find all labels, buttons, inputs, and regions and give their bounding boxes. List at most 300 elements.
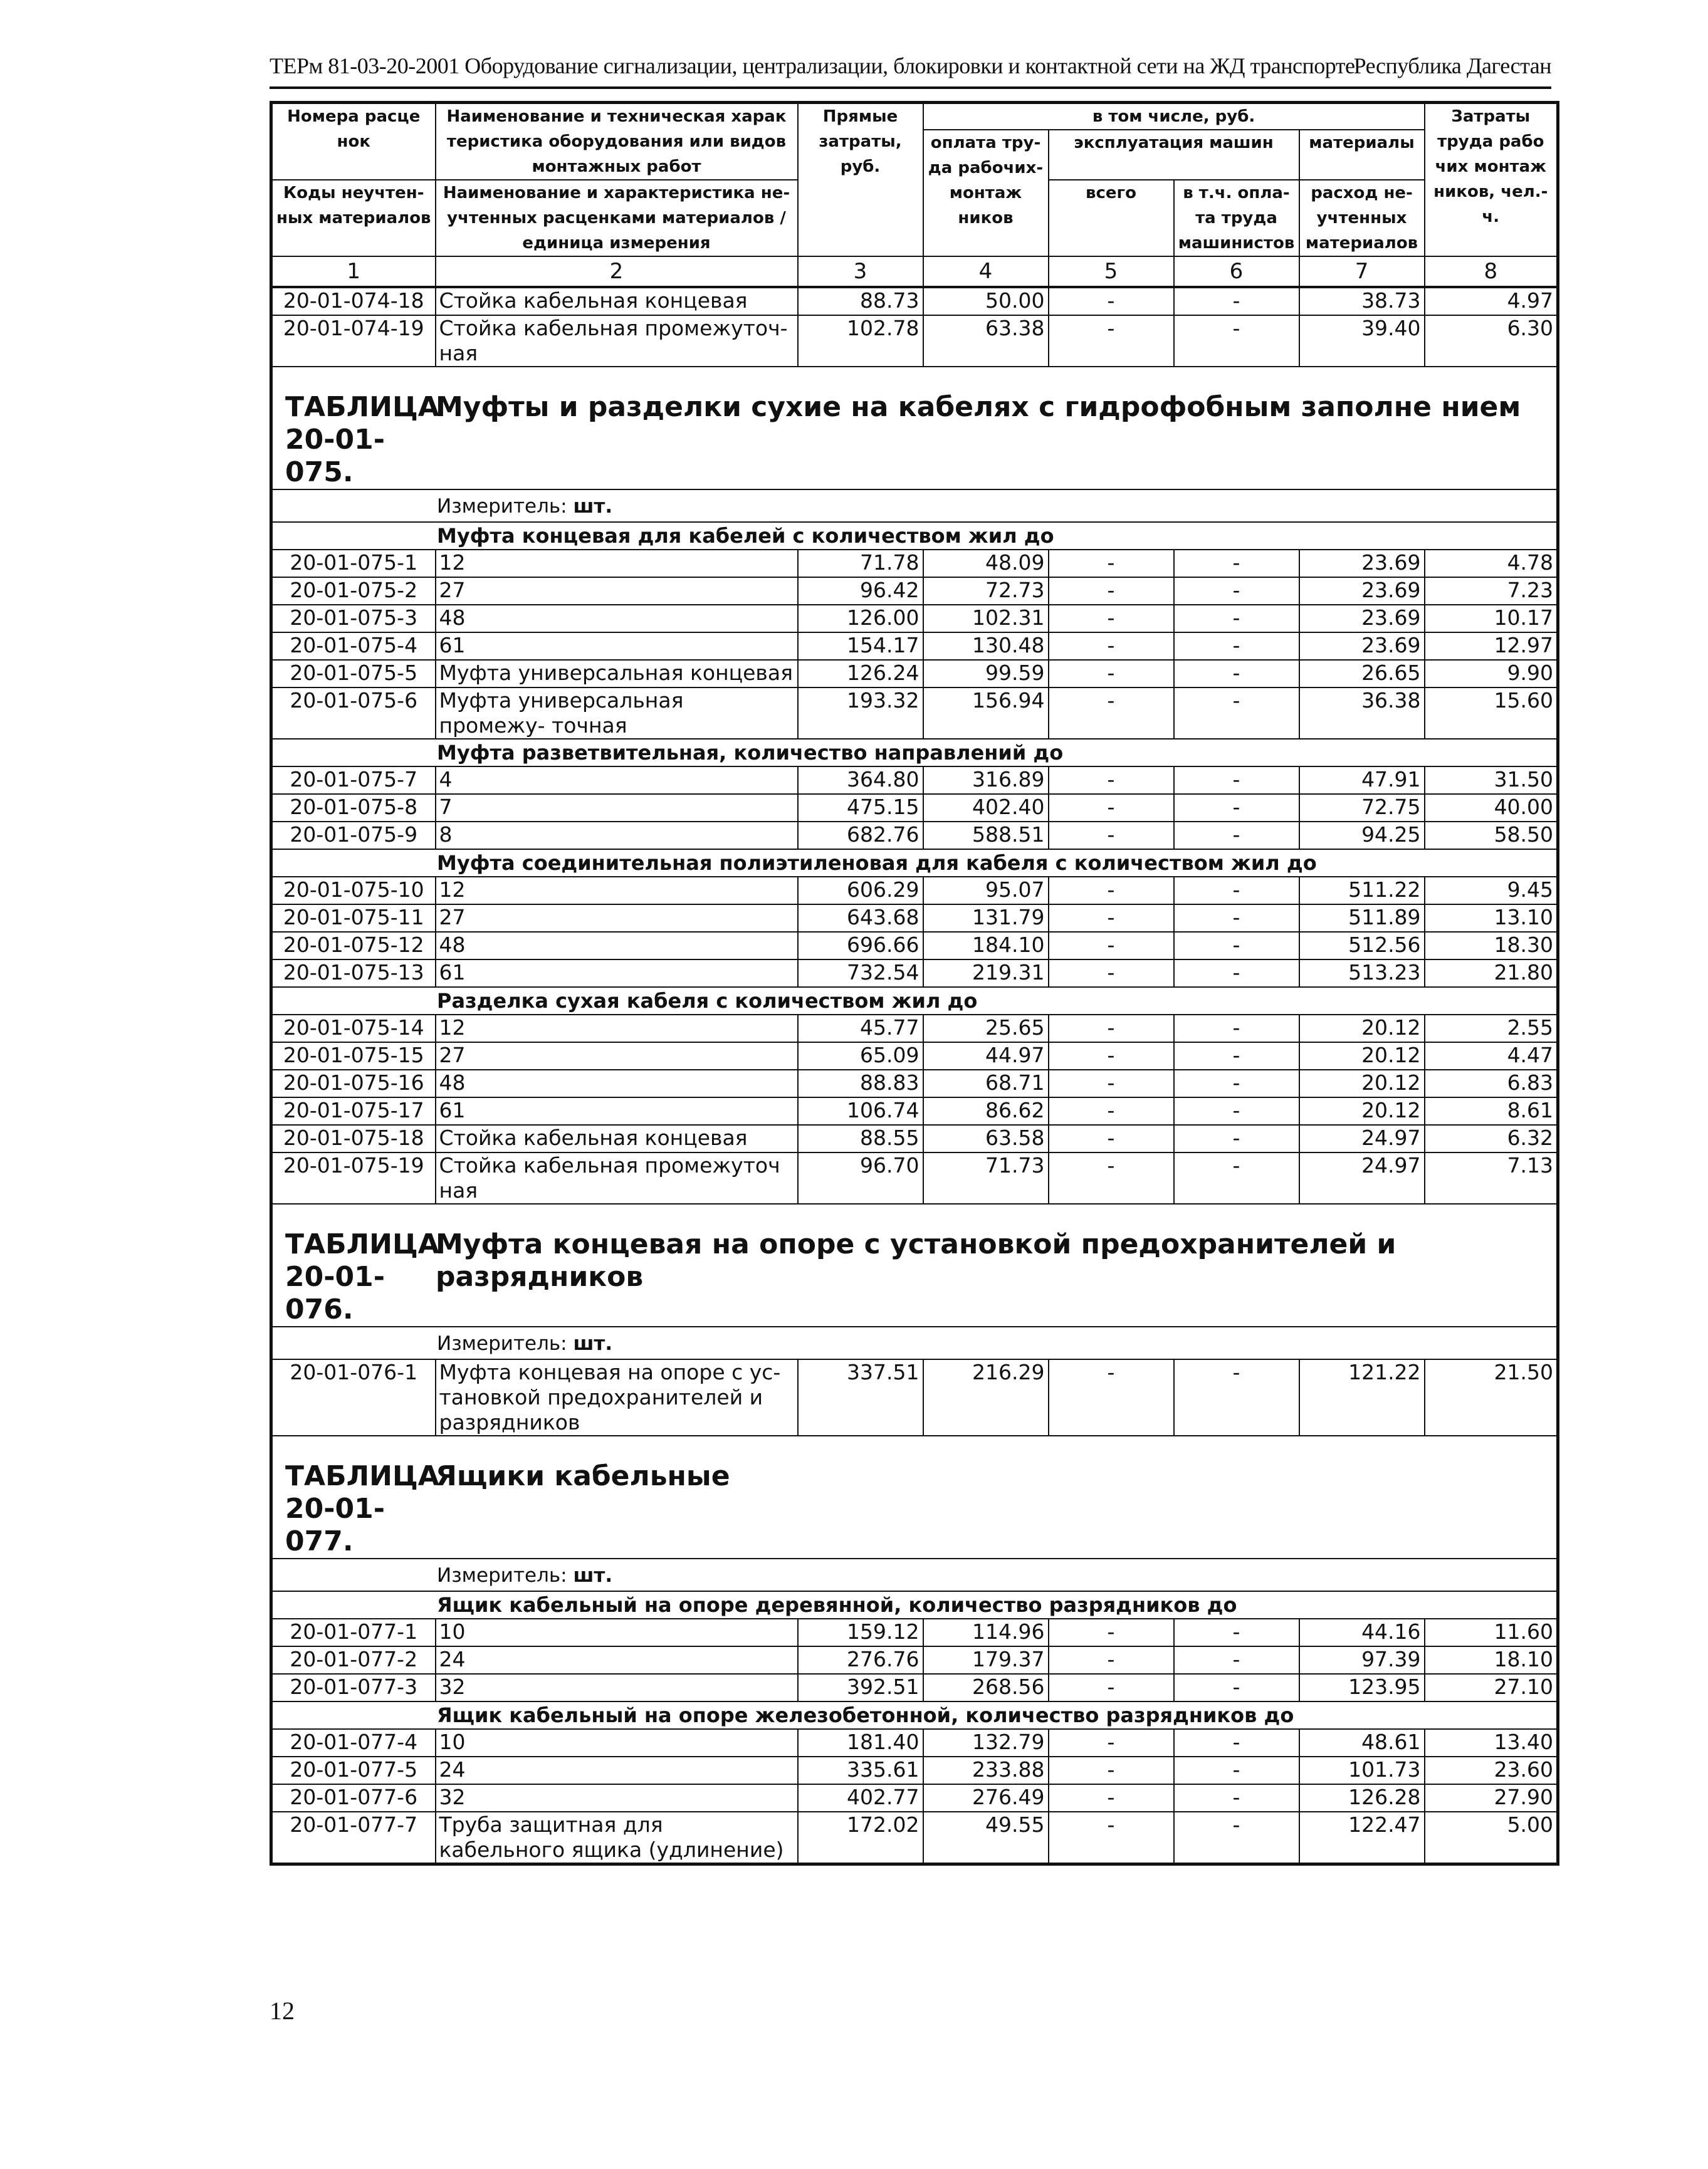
rate-code: 20-01-076-1 — [271, 1359, 436, 1436]
document-title: ТЕРм 81-03-20-2001 Оборудование сигнализации, централизации, блокировки и контактной сети на ЖД транспорте — [270, 53, 1355, 78]
col-number: 2 — [436, 256, 798, 287]
direct-costs: 181.40 — [798, 1729, 923, 1757]
measure-unit: шт. — [573, 1564, 613, 1587]
rate-code: 20-01-075-9 — [271, 822, 436, 849]
machines-total: - — [1049, 766, 1174, 794]
subsection-title: Разделка сухая кабеля с количеством жил до — [271, 987, 1558, 1015]
machines-total: - — [1049, 550, 1174, 577]
machines-total: - — [1049, 1152, 1174, 1204]
materials-cost: 39.40 — [1299, 315, 1425, 367]
labor-hours: 4.78 — [1425, 550, 1558, 577]
direct-costs: 696.66 — [798, 932, 923, 959]
materials-cost: 511.89 — [1299, 904, 1425, 932]
operators-wages: - — [1174, 766, 1299, 794]
rate-code: 20-01-075-17 — [271, 1097, 436, 1125]
rate-name: 61 — [436, 1097, 798, 1125]
measure-unit: шт. — [573, 495, 613, 518]
wages: 72.73 — [923, 577, 1049, 605]
rate-name: 27 — [436, 577, 798, 605]
wages: 114.96 — [923, 1619, 1049, 1646]
rate-code: 20-01-075-11 — [271, 904, 436, 932]
col-number: 3 — [798, 256, 923, 287]
table-row — [271, 1070, 1558, 1097]
rate-name: 24 — [436, 1757, 798, 1784]
labor-hours: 9.90 — [1425, 660, 1558, 687]
labor-hours: 15.60 — [1425, 687, 1558, 739]
operators-wages: - — [1174, 1015, 1299, 1042]
col-materials-consumption-header: расход не- учтенных материалов — [1299, 180, 1425, 256]
rate-name: 61 — [436, 632, 798, 660]
materials-cost: 121.22 — [1299, 1359, 1425, 1436]
wages: 102.31 — [923, 605, 1049, 632]
section-title: Ящики кабельные — [436, 1460, 730, 1492]
table-row — [271, 1015, 1558, 1042]
materials-cost: 23.69 — [1299, 550, 1425, 577]
direct-costs: 71.78 — [798, 550, 923, 577]
operators-wages: - — [1174, 1619, 1299, 1646]
table-row — [271, 932, 1558, 959]
column-numbers-row — [271, 256, 1558, 287]
table-row — [271, 287, 1558, 315]
table-header — [271, 103, 1558, 288]
col-wages-header: оплата тру- да рабочих- монтаж ников — [923, 130, 1049, 256]
operators-wages: - — [1174, 632, 1299, 660]
table-row — [271, 822, 1558, 849]
direct-costs: 402.77 — [798, 1784, 923, 1812]
direct-costs: 335.61 — [798, 1757, 923, 1784]
col-number: 1 — [271, 256, 436, 287]
materials-cost: 48.61 — [1299, 1729, 1425, 1757]
rate-name: 4 — [436, 766, 798, 794]
measure-cell — [271, 1559, 1558, 1591]
rate-code: 20-01-075-16 — [271, 1070, 436, 1097]
labor-hours: 18.10 — [1425, 1646, 1558, 1674]
labor-hours: 4.97 — [1425, 287, 1558, 315]
subsection-title: Ящик кабельный на опоре железобетонной, количество разрядников до — [271, 1701, 1558, 1729]
rate-name: 7 — [436, 794, 798, 822]
rate-code: 20-01-075-10 — [271, 877, 436, 904]
table-row — [271, 1097, 1558, 1125]
labor-hours: 27.90 — [1425, 1784, 1558, 1812]
materials-cost: 26.65 — [1299, 660, 1425, 687]
wages: 184.10 — [923, 932, 1049, 959]
operators-wages: - — [1174, 1152, 1299, 1204]
table-row — [271, 766, 1558, 794]
labor-hours: 6.30 — [1425, 315, 1558, 367]
rate-code: 20-01-075-2 — [271, 577, 436, 605]
machines-total: - — [1049, 1125, 1174, 1152]
materials-cost: 101.73 — [1299, 1757, 1425, 1784]
direct-costs: 96.70 — [798, 1152, 923, 1204]
materials-cost: 126.28 — [1299, 1784, 1425, 1812]
rate-name: 10 — [436, 1729, 798, 1757]
wages: 63.38 — [923, 315, 1049, 367]
rate-code: 20-01-077-3 — [271, 1674, 436, 1701]
subsection-row — [271, 849, 1558, 877]
rate-code: 20-01-075-6 — [271, 687, 436, 739]
section-label: ТАБЛИЦА 20-01-077. — [285, 1460, 439, 1557]
materials-cost: 23.69 — [1299, 605, 1425, 632]
rate-name: 32 — [436, 1784, 798, 1812]
machines-total: - — [1049, 1097, 1174, 1125]
measure-row — [271, 1327, 1558, 1359]
col-number: 7 — [1299, 256, 1425, 287]
rate-name: 12 — [436, 1015, 798, 1042]
table-row — [271, 1042, 1558, 1070]
rate-code: 20-01-075-3 — [271, 605, 436, 632]
operators-wages: - — [1174, 1125, 1299, 1152]
table-row — [271, 1152, 1558, 1204]
direct-costs: 606.29 — [798, 877, 923, 904]
wages: 233.88 — [923, 1757, 1049, 1784]
section-title-cell — [271, 1436, 1558, 1559]
rate-name: Стойка кабельная промежуточ ная — [436, 1152, 798, 1204]
labor-hours: 21.50 — [1425, 1359, 1558, 1436]
labor-hours: 7.13 — [1425, 1152, 1558, 1204]
wages: 48.09 — [923, 550, 1049, 577]
rate-code: 20-01-077-6 — [271, 1784, 436, 1812]
wages: 130.48 — [923, 632, 1049, 660]
direct-costs: 172.02 — [798, 1812, 923, 1864]
rate-code: 20-01-077-2 — [271, 1646, 436, 1674]
direct-costs: 732.54 — [798, 959, 923, 987]
operators-wages: - — [1174, 1757, 1299, 1784]
wages: 316.89 — [923, 766, 1049, 794]
materials-cost: 23.69 — [1299, 632, 1425, 660]
section-title: Муфта концевая на опоре с установкой предохранителей и разрядников — [436, 1228, 1396, 1293]
rate-name: Муфта концевая на опоре с ус- тановкой предохранителей и разрядников — [436, 1359, 798, 1436]
direct-costs: 475.15 — [798, 794, 923, 822]
direct-costs: 88.55 — [798, 1125, 923, 1152]
direct-costs: 45.77 — [798, 1015, 923, 1042]
col-direct-costs-header: Прямые затраты, руб. — [798, 103, 923, 257]
wages: 156.94 — [923, 687, 1049, 739]
rate-name: 48 — [436, 605, 798, 632]
table-row — [271, 660, 1558, 687]
col-rate-number-header: Номера расце нок — [271, 103, 436, 180]
rate-code: 20-01-075-12 — [271, 932, 436, 959]
materials-cost: 511.22 — [1299, 877, 1425, 904]
direct-costs: 126.24 — [798, 660, 923, 687]
operators-wages: - — [1174, 687, 1299, 739]
wages: 216.29 — [923, 1359, 1049, 1436]
labor-hours: 8.61 — [1425, 1097, 1558, 1125]
measure-label: Измеритель: — [437, 1564, 567, 1587]
materials-cost: 36.38 — [1299, 687, 1425, 739]
machines-total: - — [1049, 932, 1174, 959]
wages: 71.73 — [923, 1152, 1049, 1204]
rate-code: 20-01-077-1 — [271, 1619, 436, 1646]
table-row — [271, 959, 1558, 987]
col-number: 4 — [923, 256, 1049, 287]
operators-wages: - — [1174, 822, 1299, 849]
wages: 50.00 — [923, 287, 1049, 315]
direct-costs: 392.51 — [798, 1674, 923, 1701]
measure-unit: шт. — [573, 1332, 613, 1355]
operators-wages: - — [1174, 932, 1299, 959]
rate-name: 24 — [436, 1646, 798, 1674]
machines-total: - — [1049, 1757, 1174, 1784]
subsection-row — [271, 1701, 1558, 1729]
machines-total: - — [1049, 959, 1174, 987]
wages: 49.55 — [923, 1812, 1049, 1864]
rate-code: 20-01-074-19 — [271, 315, 436, 367]
rate-name: Муфта универсальная концевая — [436, 660, 798, 687]
measure-label: Измеритель: — [437, 495, 567, 518]
wages: 25.65 — [923, 1015, 1049, 1042]
subsection-title: Муфта разветвительная, количество направлений до — [271, 739, 1558, 766]
rate-name: 8 — [436, 822, 798, 849]
rates-table — [270, 101, 1559, 1866]
operators-wages: - — [1174, 1729, 1299, 1757]
direct-costs: 88.73 — [798, 287, 923, 315]
rate-code: 20-01-075-15 — [271, 1042, 436, 1070]
materials-cost: 122.47 — [1299, 1812, 1425, 1864]
rate-code: 20-01-077-7 — [271, 1812, 436, 1864]
subsection-row — [271, 739, 1558, 766]
running-header — [270, 50, 1551, 89]
labor-hours: 9.45 — [1425, 877, 1558, 904]
rate-code: 20-01-075-18 — [271, 1125, 436, 1152]
table-row — [271, 1646, 1558, 1674]
machines-total: - — [1049, 822, 1174, 849]
direct-costs: 88.83 — [798, 1070, 923, 1097]
labor-hours: 18.30 — [1425, 932, 1558, 959]
region-name: Республика Дагестан — [1353, 53, 1551, 78]
rate-name: 27 — [436, 1042, 798, 1070]
wages: 268.56 — [923, 1674, 1049, 1701]
rate-name: 48 — [436, 1070, 798, 1097]
machines-total: - — [1049, 1042, 1174, 1070]
col-machines-total-header: всего — [1049, 180, 1174, 256]
col-machines-header: эксплуатация машин — [1049, 130, 1299, 180]
rate-code: 20-01-077-5 — [271, 1757, 436, 1784]
rate-code: 20-01-074-18 — [271, 287, 436, 315]
rate-name: 61 — [436, 959, 798, 987]
machines-total: - — [1049, 794, 1174, 822]
materials-cost: 20.12 — [1299, 1070, 1425, 1097]
subsection-row — [271, 522, 1558, 550]
measure-cell — [271, 1327, 1558, 1359]
operators-wages: - — [1174, 315, 1299, 367]
section-title-cell — [271, 1204, 1558, 1327]
labor-hours: 12.97 — [1425, 632, 1558, 660]
wages: 132.79 — [923, 1729, 1049, 1757]
direct-costs: 337.51 — [798, 1359, 923, 1436]
rate-name: Стойка кабельная концевая — [436, 1125, 798, 1152]
machines-total: - — [1049, 577, 1174, 605]
measure-cell — [271, 489, 1558, 522]
table-row — [271, 1729, 1558, 1757]
labor-hours: 58.50 — [1425, 822, 1558, 849]
table-section-title — [271, 1436, 1558, 1559]
section-label: ТАБЛИЦА 20-01-076. — [285, 1228, 439, 1325]
wages: 63.58 — [923, 1125, 1049, 1152]
table-row — [271, 1812, 1558, 1864]
col-group-header: в том числе, руб. — [923, 103, 1425, 130]
rate-code: 20-01-075-1 — [271, 550, 436, 577]
operators-wages: - — [1174, 287, 1299, 315]
table-row — [271, 315, 1558, 367]
machines-total: - — [1049, 660, 1174, 687]
direct-costs: 682.76 — [798, 822, 923, 849]
table-row — [271, 877, 1558, 904]
rate-code: 20-01-075-19 — [271, 1152, 436, 1204]
machines-total: - — [1049, 687, 1174, 739]
table-row — [271, 1125, 1558, 1152]
machines-total: - — [1049, 315, 1174, 367]
rate-name: Стойка кабельная концевая — [436, 287, 798, 315]
col-number: 8 — [1425, 256, 1558, 287]
table-section-title — [271, 367, 1558, 489]
wages: 99.59 — [923, 660, 1049, 687]
materials-cost: 97.39 — [1299, 1646, 1425, 1674]
rate-code: 20-01-075-5 — [271, 660, 436, 687]
machines-total: - — [1049, 1359, 1174, 1436]
direct-costs: 643.68 — [798, 904, 923, 932]
direct-costs: 193.32 — [798, 687, 923, 739]
labor-hours: 23.60 — [1425, 1757, 1558, 1784]
labor-hours: 7.23 — [1425, 577, 1558, 605]
materials-cost: 94.25 — [1299, 822, 1425, 849]
rate-name: 27 — [436, 904, 798, 932]
machines-total: - — [1049, 1784, 1174, 1812]
direct-costs: 106.74 — [798, 1097, 923, 1125]
machines-total: - — [1049, 877, 1174, 904]
labor-hours: 27.10 — [1425, 1674, 1558, 1701]
machines-total: - — [1049, 1015, 1174, 1042]
col-operators-wages-header: в т.ч. опла- та труда машинистов — [1174, 180, 1299, 256]
machines-total: - — [1049, 287, 1174, 315]
table-row — [271, 904, 1558, 932]
machines-total: - — [1049, 1812, 1174, 1864]
operators-wages: - — [1174, 959, 1299, 987]
table-row — [271, 605, 1558, 632]
col-materials-code-header: Коды неучтен- ных материалов — [271, 180, 436, 256]
col-number: 6 — [1174, 256, 1299, 287]
rate-name: 12 — [436, 550, 798, 577]
table-row — [271, 1674, 1558, 1701]
machines-total: - — [1049, 1674, 1174, 1701]
materials-cost: 38.73 — [1299, 287, 1425, 315]
table-section-title — [271, 1204, 1558, 1327]
machines-total: - — [1049, 632, 1174, 660]
machines-total: - — [1049, 1729, 1174, 1757]
rate-name: Труба защитная для кабельного ящика (удлинение) — [436, 1812, 798, 1864]
direct-costs: 364.80 — [798, 766, 923, 794]
direct-costs: 65.09 — [798, 1042, 923, 1070]
labor-hours: 31.50 — [1425, 766, 1558, 794]
operators-wages: - — [1174, 1042, 1299, 1070]
wages: 44.97 — [923, 1042, 1049, 1070]
table-row — [271, 550, 1558, 577]
rate-name: 10 — [436, 1619, 798, 1646]
wages: 588.51 — [923, 822, 1049, 849]
operators-wages: - — [1174, 794, 1299, 822]
labor-hours: 6.32 — [1425, 1125, 1558, 1152]
rate-code: 20-01-075-4 — [271, 632, 436, 660]
materials-cost: 23.69 — [1299, 577, 1425, 605]
materials-cost: 24.97 — [1299, 1152, 1425, 1204]
machines-total: - — [1049, 1646, 1174, 1674]
wages: 68.71 — [923, 1070, 1049, 1097]
materials-cost: 513.23 — [1299, 959, 1425, 987]
operators-wages: - — [1174, 1812, 1299, 1864]
col-materials-header: материалы — [1299, 130, 1425, 180]
labor-hours: 13.10 — [1425, 904, 1558, 932]
table-row — [271, 1757, 1558, 1784]
subsection-title: Ящик кабельный на опоре деревянной, количество разрядников до — [271, 1591, 1558, 1619]
subsection-row — [271, 1591, 1558, 1619]
materials-cost: 20.12 — [1299, 1097, 1425, 1125]
materials-cost: 20.12 — [1299, 1042, 1425, 1070]
materials-cost: 72.75 — [1299, 794, 1425, 822]
operators-wages: - — [1174, 605, 1299, 632]
operators-wages: - — [1174, 1070, 1299, 1097]
operators-wages: - — [1174, 1784, 1299, 1812]
table-row — [271, 632, 1558, 660]
rate-name: Стойка кабельная промежуточ- ная — [436, 315, 798, 367]
rate-name: 12 — [436, 877, 798, 904]
rate-code: 20-01-077-4 — [271, 1729, 436, 1757]
subsection-title: Муфта концевая для кабелей с количеством жил до — [271, 522, 1558, 550]
labor-hours: 13.40 — [1425, 1729, 1558, 1757]
machines-total: - — [1049, 1619, 1174, 1646]
materials-cost: 47.91 — [1299, 766, 1425, 794]
labor-hours: 2.55 — [1425, 1015, 1558, 1042]
labor-hours: 40.00 — [1425, 794, 1558, 822]
operators-wages: - — [1174, 660, 1299, 687]
machines-total: - — [1049, 605, 1174, 632]
table-row — [271, 1359, 1558, 1436]
table-row — [271, 794, 1558, 822]
rate-code: 20-01-075-13 — [271, 959, 436, 987]
table-row — [271, 1619, 1558, 1646]
operators-wages: - — [1174, 904, 1299, 932]
rate-code: 20-01-075-8 — [271, 794, 436, 822]
direct-costs: 154.17 — [798, 632, 923, 660]
operators-wages: - — [1174, 1097, 1299, 1125]
subsection-row — [271, 987, 1558, 1015]
col-name-header: Наименование и техническая харак теристика оборудования или видов монтажных работ — [436, 103, 798, 180]
direct-costs: 159.12 — [798, 1619, 923, 1646]
rate-code: 20-01-075-7 — [271, 766, 436, 794]
operators-wages: - — [1174, 1646, 1299, 1674]
wages: 402.40 — [923, 794, 1049, 822]
section-title-cell — [271, 367, 1558, 489]
rate-name: Муфта универсальная промежу- точная — [436, 687, 798, 739]
rate-code: 20-01-075-14 — [271, 1015, 436, 1042]
direct-costs: 276.76 — [798, 1646, 923, 1674]
wages: 95.07 — [923, 877, 1049, 904]
subsection-title: Муфта соединительная полиэтиленовая для кабеля с количеством жил до — [271, 849, 1558, 877]
col-labor-hours-header: Затраты труда рабо чих монтаж ников, чел.-ч. — [1425, 103, 1558, 257]
operators-wages: - — [1174, 577, 1299, 605]
machines-total: - — [1049, 904, 1174, 932]
materials-cost: 20.12 — [1299, 1015, 1425, 1042]
materials-cost: 512.56 — [1299, 932, 1425, 959]
measure-row — [271, 489, 1558, 522]
col-materials-name-header: Наименование и характеристика не- учтенных расценками материалов / единица измерения — [436, 180, 798, 256]
materials-cost: 123.95 — [1299, 1674, 1425, 1701]
measure-row — [271, 1559, 1558, 1591]
labor-hours: 21.80 — [1425, 959, 1558, 987]
section-title: Муфты и разделки сухие на кабелях с гидрофобным заполне нием — [436, 391, 1521, 423]
table-body — [271, 287, 1558, 1864]
section-label: ТАБЛИЦА 20-01-075. — [285, 391, 439, 488]
materials-cost: 44.16 — [1299, 1619, 1425, 1646]
direct-costs: 126.00 — [798, 605, 923, 632]
